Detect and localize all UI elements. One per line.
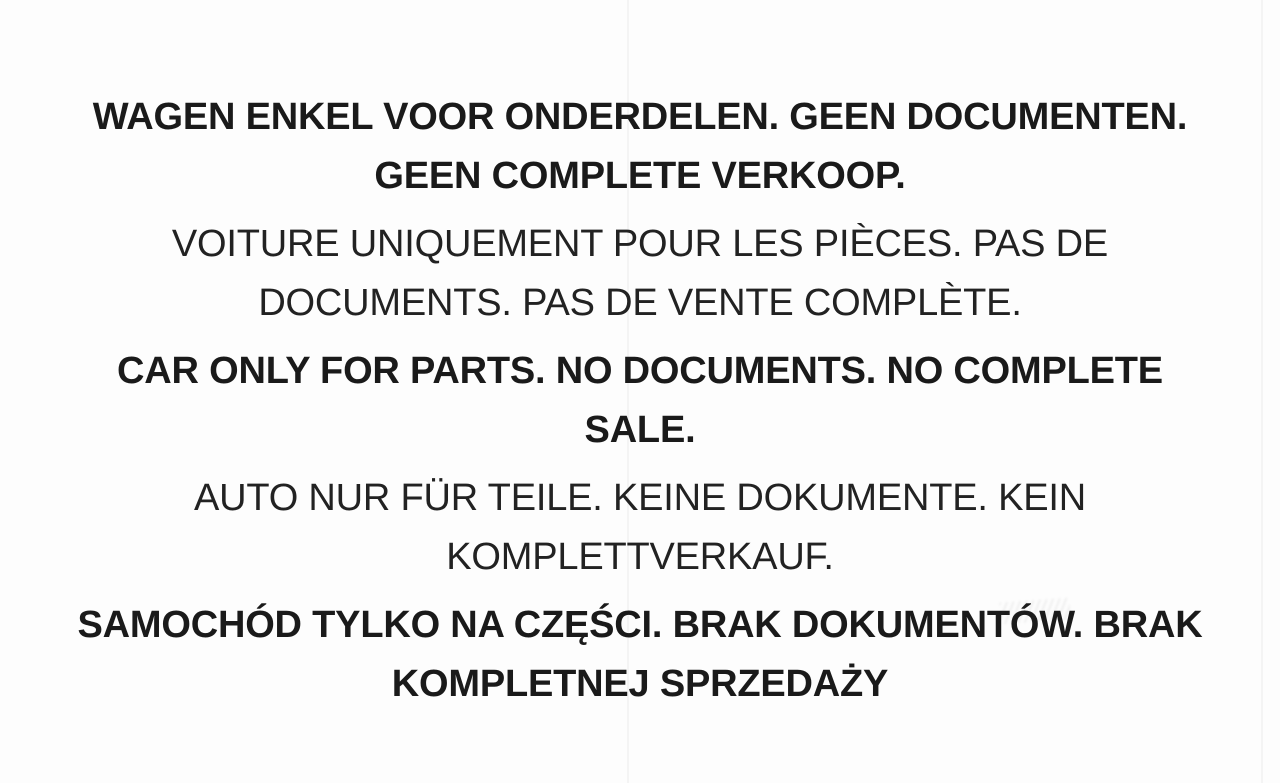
notice-paragraph-english	[40, 342, 1240, 460]
notice-line: CAR ONLY FOR PARTS. NO DOCUMENTS. NO COMPLETE	[117, 350, 1163, 392]
notice-line: DOCUMENTS. PAS DE VENTE COMPLÈTE.	[258, 282, 1022, 324]
notice-line: AUTO NUR FÜR TEILE. KEINE DOKUMENTE. KEIN	[194, 477, 1086, 519]
notice-paragraph-polish	[40, 596, 1240, 714]
notice-line: SAMOCHÓD TYLKO NA CZĘŚCI. BRAK DOKUMENTÓW. BRAK	[77, 604, 1203, 646]
notice-paragraph-german	[40, 469, 1240, 587]
notice-line: KOMPLETTVERKAUF.	[446, 536, 834, 578]
notice-line: WAGEN ENKEL VOOR ONDERDELEN. GEEN DOCUMENTEN.	[92, 96, 1188, 138]
notice-line: GEEN COMPLETE VERKOOP.	[374, 155, 906, 197]
notice-paragraph-dutch	[40, 88, 1240, 206]
notice-line: KOMPLETNEJ SPRZEDAŻY	[391, 663, 889, 705]
notice-line: SALE.	[584, 409, 696, 451]
notice-line: VOITURE UNIQUEMENT POUR LES PIÈCES. PAS DE	[171, 223, 1109, 265]
notice-paragraph-french	[40, 215, 1240, 333]
